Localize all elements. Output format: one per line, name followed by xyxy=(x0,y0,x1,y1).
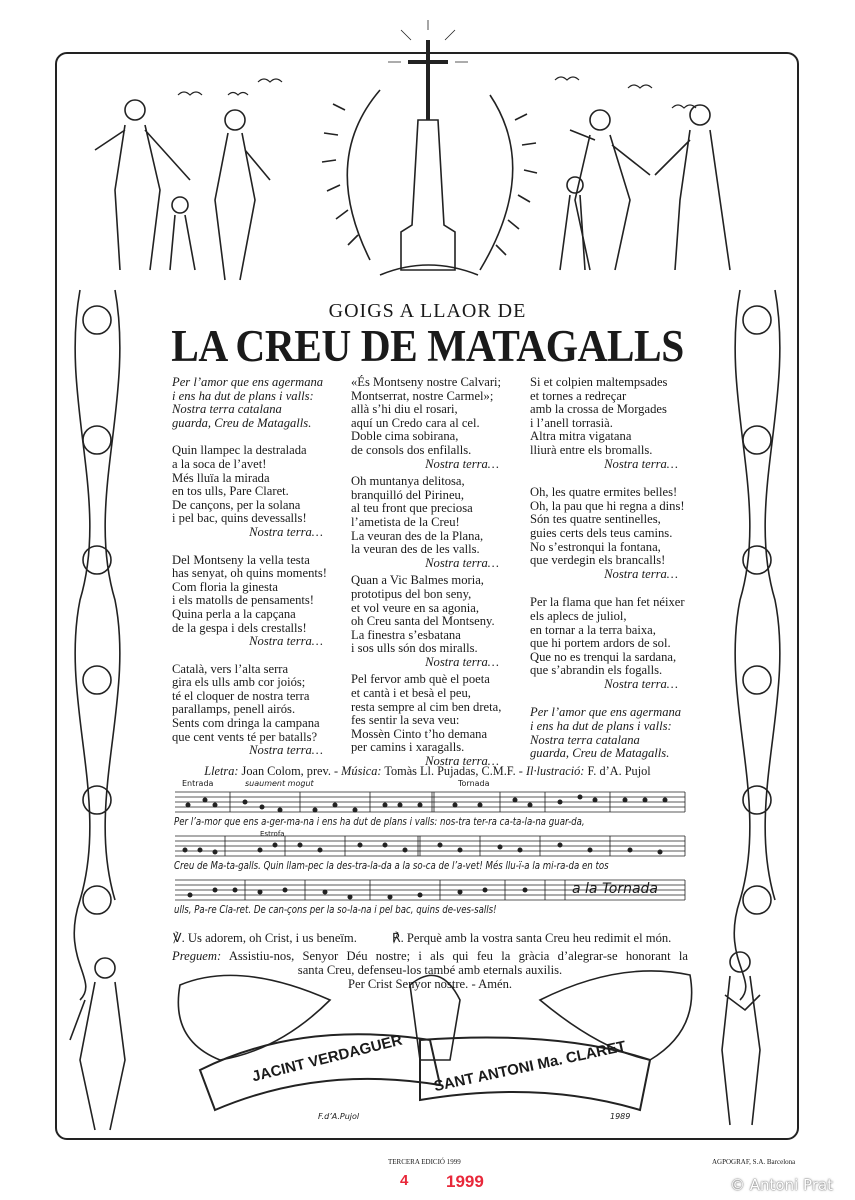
verse-line: la veuran des de les valls. xyxy=(351,542,480,557)
verse-line: Nostra terra catalana xyxy=(172,402,282,417)
figure-bottom-left-icon xyxy=(70,958,125,1130)
verse-line: i ens ha dut de plans i valls: xyxy=(530,719,672,734)
refrain-cue: Nostra terra… xyxy=(604,456,678,471)
verse-line: La veuran des de la Plana, xyxy=(351,528,484,543)
refrain-cue: Nostra terra… xyxy=(249,743,323,758)
verse-line: Quan a Vic Balmes moria, xyxy=(351,573,484,588)
verse-stanza xyxy=(351,475,523,570)
verse-line: en tos ulls, Pare Claret. xyxy=(172,484,289,499)
verse-stanza xyxy=(172,444,347,539)
verse-line: de la gespa i dels crestalls! xyxy=(172,620,307,635)
verse-line: amb la crossa de Morgades xyxy=(530,402,667,417)
verse-line: Nostra terra catalana xyxy=(530,732,640,747)
verse-line: No s’estronqui la fontana, xyxy=(530,539,661,554)
verse-line: té el cloquer de nostra terra xyxy=(172,688,310,703)
refrain-cue: Nostra terra… xyxy=(425,654,499,669)
verse-line: i sos ulls són dos miralls. xyxy=(351,641,478,656)
verse-line: Que no es trenqui la sardana, xyxy=(530,649,677,664)
verse-stanza xyxy=(530,376,702,471)
verse-line: Sents com dringa la campana xyxy=(172,716,320,731)
verse-line: Per la flama que han fet néixer xyxy=(530,595,685,610)
figure-bottom-right-icon xyxy=(722,952,760,1125)
verse-line: gira els ulls amb cor joiós; xyxy=(172,675,306,690)
verse-line: Són tes quatre sentinelles, xyxy=(530,512,661,527)
verse-line: Català, vers l’alta serra xyxy=(172,661,289,676)
verse-stanza xyxy=(530,596,702,691)
verse-line: i ens ha dut de plans i valls: xyxy=(172,388,314,403)
verse-line: Quina perla a la capçana xyxy=(172,606,296,621)
lyrics-label: Lletra: xyxy=(204,764,239,778)
signature-year: 1989 xyxy=(610,1112,631,1121)
verse-line: a la soca de l’avet! xyxy=(172,456,267,471)
refrain-cue: Nostra terra… xyxy=(425,754,499,769)
verse-column xyxy=(172,376,347,772)
refrain-cue: Nostra terra… xyxy=(425,555,499,570)
stamp-year: 1999 xyxy=(446,1172,484,1191)
verse-line: prototipus del bon seny, xyxy=(351,586,472,601)
verse-line: i pel bac, quins devessalls! xyxy=(172,511,307,526)
verse-line: Com floria la ginesta xyxy=(172,579,278,594)
response-text: Perquè amb la vostra santa Creu heu redimit el món. xyxy=(406,931,672,945)
verse-line: Per l’amor que ens agermana xyxy=(172,375,324,389)
birds-icon xyxy=(178,77,696,108)
music-label: Música: xyxy=(341,764,382,778)
score-lyrics-line: Per l’a-mor que ens a-ger-ma-na i ens ha dut de plans i valls: nos-tra ter-ra ca-ta-la-na guar-da, xyxy=(174,816,585,828)
verse-line: guies certs dels teus camins. xyxy=(530,525,673,540)
verse-line: branquilló del Pirineu, xyxy=(351,487,464,502)
verse-line: Doble cima sobirana, xyxy=(351,429,459,444)
refrain-cue: Nostra terra… xyxy=(604,566,678,581)
score-mark-tornada: Tornada xyxy=(458,779,490,788)
verse-line: per camins i xaragalls. xyxy=(351,740,465,755)
refrain-stanza xyxy=(530,706,702,760)
verse-line: Altra mitra vigatana xyxy=(530,429,632,444)
verse-line: parallamps, penell airós. xyxy=(172,702,296,717)
verse-line: aquí un Credo cara al cel. xyxy=(351,415,480,430)
score-mark-to-tornada: a la Tornada xyxy=(572,881,659,897)
verse-line: resta sempre al cim ben dreta, xyxy=(351,699,502,714)
family-left-icon xyxy=(95,100,270,280)
refrain-cue: Nostra terra… xyxy=(249,634,323,649)
response-symbol: ℟. xyxy=(392,931,404,945)
verse-line: els aplecs de juliol, xyxy=(530,608,627,623)
credits xyxy=(0,764,855,779)
printer-note: AGPOGRAF, S.A. Barcelona xyxy=(712,1158,796,1166)
verse-line: que verdegin els brancalls! xyxy=(530,553,666,568)
prayer-label: Preguem: xyxy=(172,949,222,963)
verse-line: que s’abrandin els fogalls. xyxy=(530,663,663,678)
verse-line: Més lluïa la mirada xyxy=(172,470,270,485)
verse-line: que cent vents té per batalls? xyxy=(172,729,318,744)
verse-line: Oh, les quatre ermites belles! xyxy=(530,485,678,500)
verse-line: en tornar a la terra baixa, xyxy=(530,622,656,637)
verse-line: guarda, Creu de Matagalls. xyxy=(530,746,670,761)
edition-note: TERCERA EDICIÓ 1999 xyxy=(388,1158,461,1166)
verse-line: et vol veure en sa agonia, xyxy=(351,600,479,615)
verse-line: oh Creu santa del Montseny. xyxy=(351,614,495,629)
prayer-line: santa Creu, defenseu-los també amb eternals auxilis. xyxy=(297,963,563,977)
verse-line: Del Montseny la vella testa xyxy=(172,552,310,567)
verse-line: fes sentir la seva veu: xyxy=(351,713,460,728)
versicle-text: Us adorem, oh Crist, i us beneïm. xyxy=(187,931,357,945)
verse-line: Si et colpien maltempsades xyxy=(530,375,668,389)
verse-column xyxy=(530,376,702,776)
versicle-symbol: ℣. xyxy=(173,931,185,945)
verse-line: lliurà entre els bromalls. xyxy=(530,442,653,457)
illustration-label: Il·lustració: xyxy=(525,764,585,778)
scroll-ornament-left-icon xyxy=(74,290,120,1000)
verse-line: Per l’amor que ens agermana xyxy=(530,705,682,720)
verse-stanza xyxy=(530,486,702,581)
verse-line: De cançons, per la solana xyxy=(172,497,301,512)
refrain-stanza xyxy=(172,376,347,430)
verse-line: et tornes a redreçar xyxy=(530,388,627,403)
verse-stanza xyxy=(351,673,523,768)
scroll-ornament-right-icon xyxy=(734,290,780,1000)
response xyxy=(392,930,671,946)
verse-line: et cantà i et besà el peu, xyxy=(351,686,471,701)
refrain-cue: Nostra terra… xyxy=(249,524,323,539)
verse-line: i l’anell torrasià. xyxy=(530,415,613,430)
illustrator: F. d’A. Pujol xyxy=(587,764,651,778)
verse-line: Oh muntanya delitosa, xyxy=(351,474,465,489)
verse-line: que hi portem ardors de sol. xyxy=(530,636,671,651)
verse-stanza xyxy=(172,554,347,649)
verse-line: de consols dos enfilalls. xyxy=(351,442,472,457)
lyrics-author: Joan Colom, prev. xyxy=(241,764,331,778)
score-lyrics-line: ulls, Pa-re Cla-ret. De can-çons per la so-la-na i pel bac, quins de-ves-salls! xyxy=(174,904,497,916)
watermark: © Antoni Prat xyxy=(730,1176,834,1194)
banner-left-text: JACINT VERDAGUER xyxy=(250,1031,404,1086)
refrain-cue: Nostra terra… xyxy=(604,676,678,691)
prayer-line: Per Crist Senyor nostre. - Amén. xyxy=(347,977,513,991)
prayer xyxy=(172,949,688,991)
refrain-cue: Nostra terra… xyxy=(425,456,499,471)
verse-line: has senyat, oh quins moments! xyxy=(172,566,327,581)
verse-line: La finestra s’esbatana xyxy=(351,627,461,642)
prayer-line xyxy=(172,949,688,963)
score-mark-tempo: suaument mogut xyxy=(245,779,314,788)
separator: - xyxy=(515,764,526,778)
verse-line: «És Montseny nostre Calvari; xyxy=(351,375,502,389)
score-lyrics-line: Creu de Ma-ta-galls. Quin llam-pec la des-tra-la-da a la so-ca de l’a-vet! Més llu-ï-a la mi-ra-da en tos xyxy=(174,860,609,872)
verse-stanza xyxy=(351,376,523,471)
verse-line: al teu front que preciosa xyxy=(351,501,473,516)
stamp-day: 4 xyxy=(400,1172,409,1189)
prayer-text: Assistiu-nos, Senyor Déu nostre; i als qui feu la gràcia d’alegrar-se honorant la xyxy=(228,949,688,963)
verse-line: allà s’hi diu el rosari, xyxy=(351,402,458,417)
verse-line: Pel fervor amb què el poeta xyxy=(351,672,490,687)
separator: - xyxy=(330,764,342,778)
score-mark-estrofa: Estrofa xyxy=(260,830,285,838)
verse-line: Mossèn Cinto t’ho demana xyxy=(351,726,488,741)
verse-stanza xyxy=(351,574,523,669)
subtitle: GOIGS A LLAOR DE xyxy=(328,300,527,322)
music-author: Tomàs Ll. Pujadas, C.M.F. xyxy=(384,764,516,778)
family-right-icon xyxy=(560,105,730,270)
score-mark-entrada: Entrada xyxy=(182,779,214,788)
verse-column xyxy=(351,376,523,773)
verse-stanza xyxy=(172,663,347,758)
verse-line: Quin llampec la destralada xyxy=(172,443,307,458)
banner-right-text: SANT ANTONI Ma. CLARET xyxy=(432,1037,628,1096)
page-title: LA CREU DE MATAGALLS xyxy=(171,321,684,371)
verse-line: Montserrat, nostre Carmel»; xyxy=(351,388,494,403)
verse-line: guarda, Creu de Matagalls. xyxy=(172,415,312,430)
verse-line: l’ametista de la Creu! xyxy=(351,514,460,529)
cross-monument-icon xyxy=(380,20,478,275)
artist-signature: F.d’A.Pujol xyxy=(318,1112,360,1121)
verse-line: Oh, la pau que hi regna a dins! xyxy=(530,498,685,513)
versicle xyxy=(173,930,357,946)
verse-line: i els matolls de pensaments! xyxy=(172,593,314,608)
